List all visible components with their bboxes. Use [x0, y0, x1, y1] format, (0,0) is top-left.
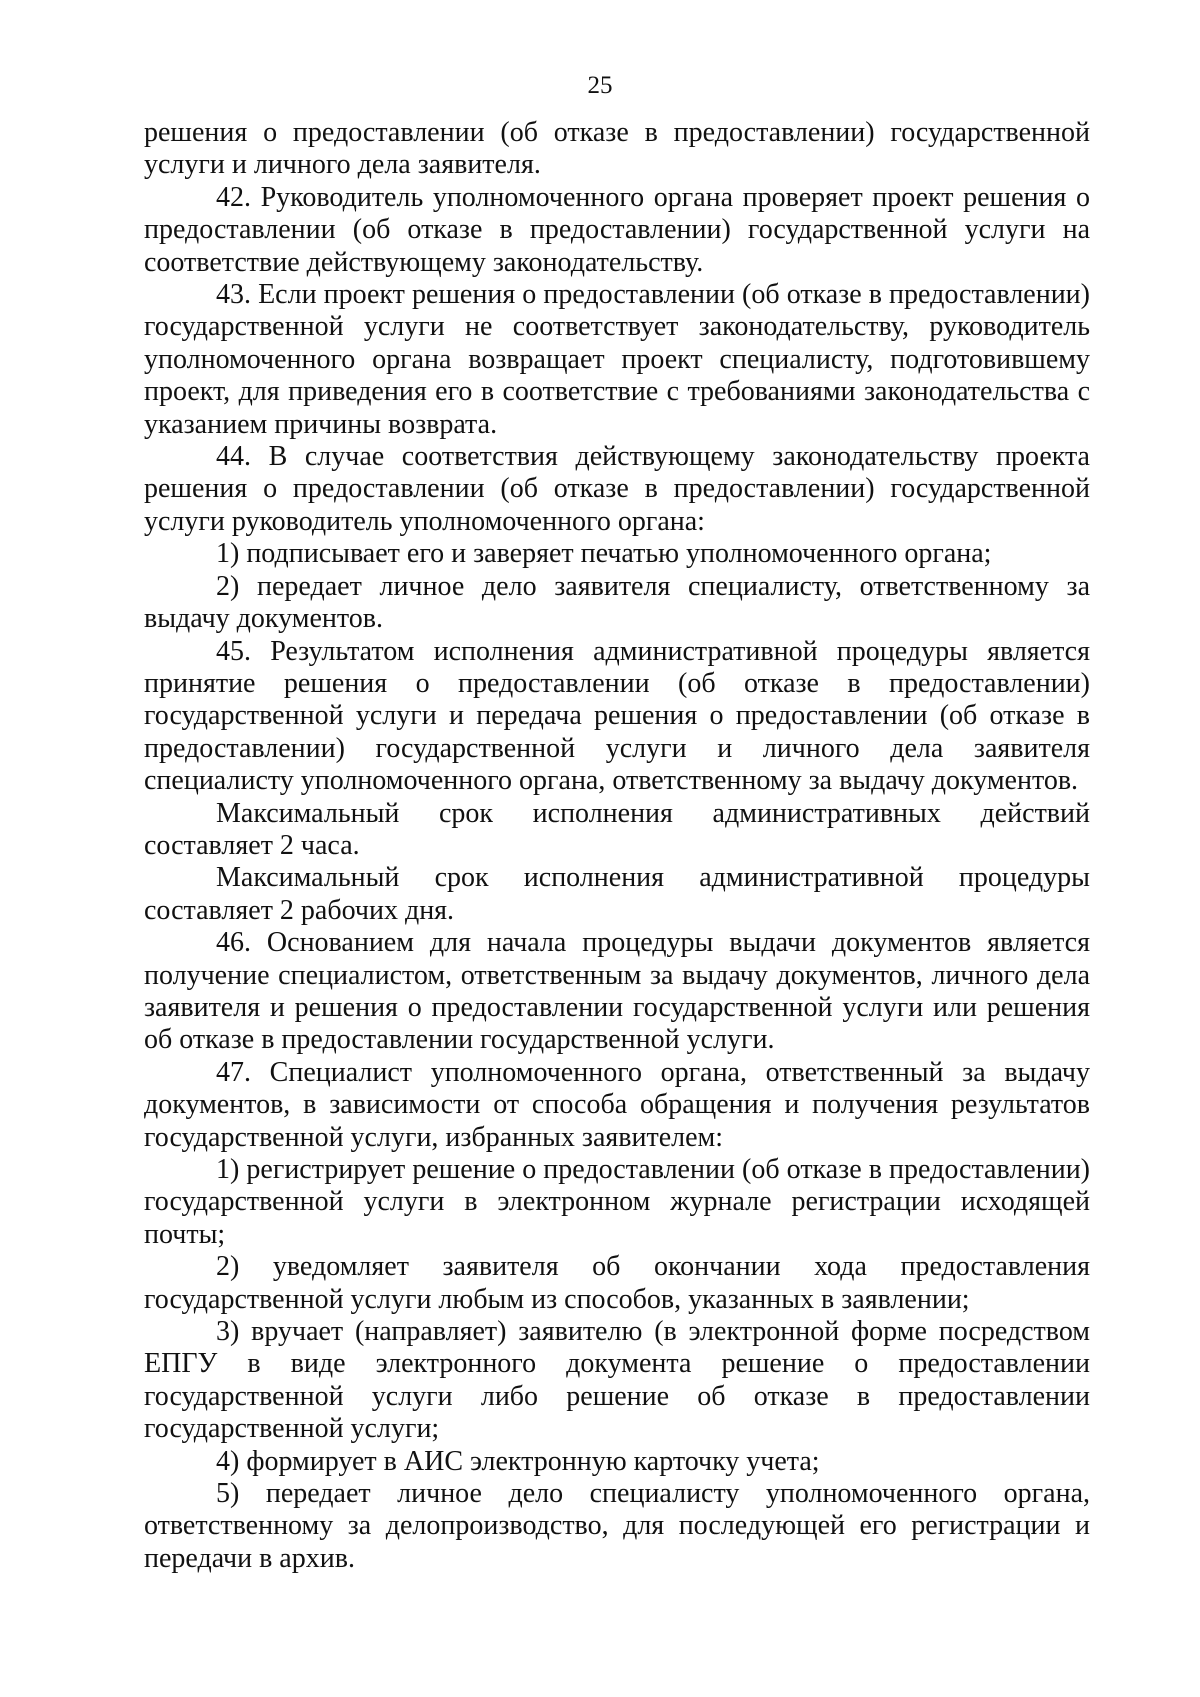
paragraph-44-item-2: 2) передает личное дело заявителя специалисту, ответственному за выдачу документов.: [144, 570, 1090, 635]
paragraph-44: 44. В случае соответствия действующему законодательству проекта решения о предоставлении (об отказе в предоставлении) государственной услуги руководитель уполномоченного органа:: [144, 441, 1090, 537]
paragraph-42: 42. Руководитель уполномоченного органа проверяет проект решения о предоставлении (об отказе в предоставлении) государственной услуги на соответствие действующему законодательству.: [144, 181, 1090, 278]
paragraph-47-item-3: 3) вручает (направляет) заявителю (в электронной форме посредством ЕПГУ в виде электронного документа решение о предоставлении государственной услуги либо решение об отказе в предоставлении государственной услуги;: [144, 1316, 1090, 1445]
paragraph-47-item-4: 4) формирует в АИС электронную карточку учета;: [216, 1445, 820, 1477]
paragraph-continuation: решения о предоставлении (об отказе в предоставлении) государственной услуги и личного дела заявителя.: [144, 117, 1090, 181]
paragraph-47-item-5: 5) передает личное дело специалисту уполномоченного органа, ответственному за делопроизводство, для последующей его регистрации и передачи в архив.: [144, 1478, 1090, 1574]
paragraph-max-time-actions: Максимальный срок исполнения административных действий составляет 2 часа.: [144, 797, 1090, 861]
paragraph-47-item-2: 2) уведомляет заявителя об окончании хода предоставления государственной услуги любым из способов, указанных в заявлении;: [144, 1251, 1090, 1315]
paragraph-max-time-procedure: Максимальный срок исполнения административной процедуры составляет 2 рабочих дня.: [144, 862, 1090, 926]
paragraph-44-item-1: 1) подписывает его и заверяет печатью уполномоченного органа;: [216, 538, 992, 570]
paragraph-47: 47. Специалист уполномоченного органа, ответственный за выдачу документов, в зависимости от способа обращения и получения результатов государственной услуги, избранных заявителем:: [144, 1056, 1090, 1153]
page-number: 25: [587, 72, 613, 99]
document-body: [144, 117, 1090, 1575]
paragraph-45: 45. Результатом исполнения административной процедуры является принятие решения о предоставлении (об отказе в предоставлении) государственной услуги и передача решения о предоставлении (об отказе в предоставлении) государственной услуги и личного дела заявителя специалисту уполномоченного органа, ответственному за выдачу документов.: [144, 635, 1090, 797]
paragraph-46: 46. Основанием для начала процедуры выдачи документов является получение специалистом, ответственным за выдачу документов, личного дела заявителя и решения о предоставлении государственной услуги или решения об отказе в предоставлении государственной услуги.: [144, 927, 1090, 1056]
paragraph-43: 43. Если проект решения о предоставлении (об отказе в предоставлении) государственной услуги не соответствует законодательству, руководитель уполномоченного органа возвращает проект специалисту, подготовившему проект, для приведения его в соответствие с требованиями законодательства с указанием причины возврата.: [144, 279, 1090, 440]
paragraph-47-item-1: 1) регистрирует решение о предоставлении (об отказе в предоставлении) государственной услуги в электронном журнале регистрации исходящей почты;: [144, 1154, 1090, 1250]
